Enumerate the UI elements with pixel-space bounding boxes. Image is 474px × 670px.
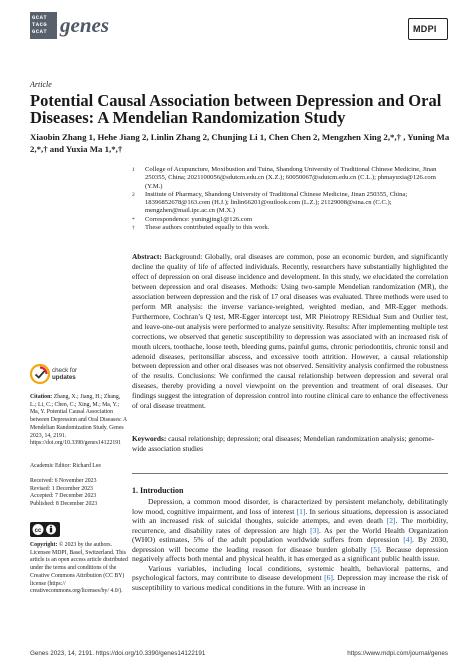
keywords-text: causal relationship; depression; oral diseases; Mendelian randomization analysis; genome-wide association studies xyxy=(132,434,435,453)
affiliation-item xyxy=(132,166,447,191)
text-run: . As per the World Health Organization (WHO) estimates, 5% of the adult population worldwide suffers from depression xyxy=(132,525,448,544)
abstract-text: Background: Globally, oral diseases are common, pose an economic burden, and significantly decline the quality of life of affected individuals. Recently, researchers have substantially highlighted the effect of depression on oral disease incidence and development. In this study, we elucidated the correlation between depression and oral diseases. Methods: Using two-sample Mendelian randomization (MR), the association between depression and the risk of 17 oral diseases was evaluated. Three methods were used to perform MR analysis: the inverse variance-weighted, weighted median, and MR-Egger methods. Furthermore, Cochran’s Q test, MR-Egger intercept test, MR Pleiotropy RESidual Sum and Outlier test, and leave-one-out analysis were performed to analyze sensitivity. Results: After implementing multiple test corrections, we observed that genetic susceptibility to depression was associated with an increased risk of mouth ulcers, toothache, loose teeth, bleeding gums, painful gums, chronic periodontitis, chronic tonsil and adenoid diseases, peritonsillar abscess, and excessive tooth attrition. However, a causal relationship between depression and other oral diseases was not observed. Sensitivity analysis confirmed the robustness of the results. Conclusions: We confirmed the causal relationship between depression and several oral diseases, thereby providing a novel viewpoint on the prevention and treatment of oral diseases. Our findings suggest the integration of depression control into routine clinical care to enhance the effectiveness of oral disease treatment. xyxy=(132,252,448,411)
affiliation-item xyxy=(132,216,447,224)
abstract xyxy=(132,252,448,411)
text-run: Various variables, including local conditions, systemic health, behavioral patterns, and psychological factors, may contribute to disease development xyxy=(132,563,448,582)
affiliation-text: Correspondence: yuningjing1@126.com xyxy=(145,215,253,223)
citation-link[interactable]: [6] xyxy=(324,573,333,582)
affiliation-text: Institute of Pharmacy, Shandong University of Traditional Chinese Medicine, Jinan 250355, China; 18396852678@163.com (H.J.); linlin66201@outlook.com (L.Z.); 21129008@sina.cn (C.C.); mengzhen@mail.ipc.ac.cn (M.X.) xyxy=(145,190,408,215)
cc-by-license-icon[interactable] xyxy=(30,522,60,537)
copyright-label: Copyright: xyxy=(30,542,58,548)
affiliation-item xyxy=(132,224,447,232)
citation-link[interactable]: [4] xyxy=(403,535,413,544)
check-for-updates-label[interactable] xyxy=(52,367,77,381)
logo-row: GCAT xyxy=(32,14,48,21)
citation-text: Zhang, X.; Jiang, H.; Zhang, L.; Li, C.; Chen, C.; Xing, M.; Ma, Y.; Ma, Y. Potential Causal Association between Depression and Oral Diseases: A Mendelian Randomization Study. Genes 2023, 14, 2191. https://doi.org/10.3390/genes14122191 xyxy=(30,394,127,447)
logo-row: GCAT xyxy=(32,28,48,35)
affiliation-mark: 1 xyxy=(132,167,135,173)
text-run: . Depression may increase the risk of susceptibility to various medical conditions in the future. With an increase in xyxy=(132,573,448,592)
date-line: Published: 8 December 2023 xyxy=(30,501,98,508)
affiliation-mark: 2 xyxy=(132,191,135,198)
affiliations xyxy=(132,166,447,232)
text-run: . In serious situations, depression is associated with an increased risk of suicidal thoughts, suicide attempts, and even death xyxy=(132,506,448,525)
paragraph xyxy=(132,497,448,564)
check-label-line: updates xyxy=(52,374,76,381)
citation xyxy=(30,394,128,448)
article-dates xyxy=(30,478,128,509)
date-line: Received: 6 November 2023 xyxy=(30,478,97,484)
affiliation-mark: † xyxy=(132,225,135,232)
divider xyxy=(132,473,448,474)
publisher-logo xyxy=(408,18,448,40)
body-text xyxy=(132,497,448,592)
journal-name: genes xyxy=(60,13,109,37)
abstract-label: Abstract: xyxy=(132,252,162,261)
journal-logo xyxy=(30,12,57,39)
academic-editor: Academic Editor: Richard Lee xyxy=(30,463,101,469)
check-for-updates-icon[interactable] xyxy=(30,364,50,384)
keywords-label: Keywords: xyxy=(132,434,167,443)
text-run: . Because depression negatively affects both mental and physical health, it has emerged as a significant public health issue. xyxy=(132,544,448,563)
text-run: . The morbidity, recurrence, and disability rates of depression are high xyxy=(132,516,448,535)
citation-link[interactable]: [1] xyxy=(296,506,306,516)
publisher-name: MDPI xyxy=(413,24,437,34)
paragraph xyxy=(132,564,448,593)
citation-link[interactable]: [5] xyxy=(370,544,380,554)
text-run: . By 2030, depression will become the leading reason for disease burden globally xyxy=(132,535,448,554)
citation-link[interactable]: [2] xyxy=(386,516,396,525)
copyright xyxy=(30,542,128,596)
date-line: Accepted: 7 December 2023 xyxy=(30,493,97,500)
affiliation-text: College of Acupuncture, Moxibustion and Tuina, Shandong University of Traditional Chinese Medicine, Jinan 250355, China; 2021100056@sdutcm.edu.cn (X.Z.); 60050067@sdutcm.edu.cn (C.L.); phmayuxia@126.com (Y.M.) xyxy=(145,166,437,190)
citation-label: Citation: xyxy=(30,394,53,400)
citation-link[interactable]: [3] xyxy=(310,525,319,535)
section-heading: 1. Introduction xyxy=(132,486,184,495)
copyright-text: © 2023 by the authors. Licensee MDPI, Basel, Switzerland. This article is an open access article distributed under the terms and conditions of the Creative Commons Attribution (CC BY) license (https:// creativecommons.org/licenses/by/ 4.0/). xyxy=(30,542,128,595)
cc-icon xyxy=(30,522,60,537)
check-label-line: check for xyxy=(52,367,78,374)
article-type: Article xyxy=(30,80,52,89)
keywords xyxy=(132,434,448,454)
journal-url[interactable]: https://www.mdpi.com/journal/genes xyxy=(347,650,448,657)
date-line: Revised: 1 December 2023 xyxy=(30,485,93,492)
affiliation-mark: * xyxy=(132,216,135,223)
affiliation-item xyxy=(132,191,447,216)
text-run: Depression, a common mood disorder, is characterized by persistent melancholy, debilitatingly low mood, cognitive impairment, and loss of interest xyxy=(132,497,448,516)
logo-row: TACG xyxy=(32,21,48,28)
footer-citation: Genes 2023, 14, 2191. https://doi.org/10.3390/genes14122191 xyxy=(30,650,206,657)
author-list: Xiaobin Zhang 1, Hehe Jiang 2, Linlin Zhang 2, Chunjing Li 1, Chen Chen 2, Mengzhen Xing 2,*,† , Yuning Ma 2,*,† and Yuxia Ma 1,*,† xyxy=(30,132,450,154)
svg-text:cc: cc xyxy=(34,528,42,534)
page-footer xyxy=(30,650,448,657)
paper-title: Potential Causal Association between Depression and Oral Diseases: A Mendelian Randomization Study xyxy=(30,91,442,127)
affiliation-text: These authors contributed equally to this work. xyxy=(145,224,270,232)
